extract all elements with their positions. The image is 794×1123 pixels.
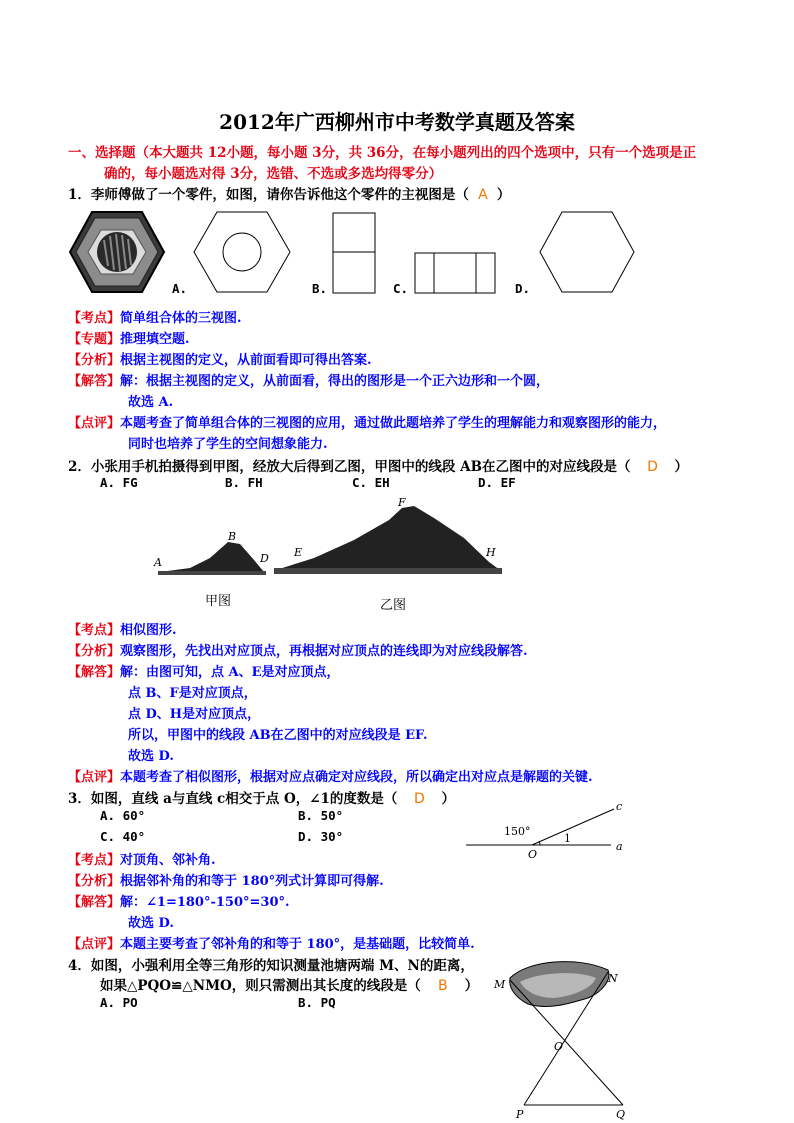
option-d-figure [538, 210, 636, 294]
q3-jieda-text: 解：∠1=180°-150°=30°. [120, 895, 290, 910]
q1-jieda-text: 解：根据主视图的定义，从前面看，得出的图形是一个正六边形和一个圆， [120, 374, 550, 389]
zhuanti-tag: 【专题】 [68, 332, 121, 347]
q1-kaodian-text: 简单组合体的三视图. [120, 311, 242, 326]
fenxi-tag: 【分析】 [68, 353, 121, 368]
q2-kaodian-text: 相似图形. [120, 623, 177, 638]
q1-stem: 1．李师傅做了一个零件，如图，请你告诉他这个零件的主视图是（ [68, 187, 469, 203]
page-title: 2012年广西柳州市中考数学真题及答案 [219, 110, 575, 134]
dianping-tag: 【点评】 [68, 770, 121, 785]
q3-stem-row [68, 787, 455, 807]
jieda-tag: 【解答】 [68, 665, 121, 680]
dianping-tag: 【点评】 [68, 937, 121, 952]
q1-stem-row [68, 183, 510, 203]
q3-jieda [68, 891, 290, 910]
kaodian-tag: 【考点】 [68, 623, 121, 638]
q2-dianping [68, 766, 593, 785]
q1-zhuanti [68, 328, 190, 347]
q1-option-d: D. [515, 281, 531, 296]
jieda-tag: 【解答】 [68, 374, 121, 389]
q1-dianping-line2: 同时也培养了学生的空间想象能力. [128, 437, 328, 452]
q4-option-b: B. PQ [298, 995, 336, 1010]
label-n: N [608, 972, 618, 985]
fig-label-f: F [398, 496, 406, 509]
dianping-tag: 【点评】 [68, 416, 121, 431]
caption-jia: 甲图 [205, 594, 232, 609]
label-150: 150° [504, 825, 531, 838]
pond-triangles-figure [488, 958, 638, 1120]
q1-dianping [68, 412, 666, 431]
q2-kaodian [68, 619, 177, 638]
hex-nut-figure [68, 210, 168, 294]
q3-close: ） [441, 791, 455, 807]
label-o: O [528, 848, 538, 861]
jieda-tag: 【解答】 [68, 895, 121, 910]
label-m: M [494, 978, 506, 991]
q3-fenxi [68, 870, 384, 889]
fig-label-b: B [228, 530, 237, 543]
q2-stem-row [68, 455, 688, 475]
fig-label-e: E [294, 546, 303, 559]
q3-kaodian-text: 对顶角、邻补角. [120, 853, 216, 868]
q1-jieda [68, 370, 549, 389]
q2-stem: 2．小张用手机拍摄得到甲图，经放大后得到乙图，甲图中的线段 AB在乙图中的对应线段是（ [68, 459, 631, 475]
q1-fenxi [68, 349, 372, 368]
q2-jieda-line4: 所以，甲图中的线段 AB在乙图中的对应线段是 EF. [128, 728, 428, 743]
q4-answer: B [437, 978, 448, 994]
option-c-figure [414, 252, 496, 294]
q2-jieda-line2: 点 B、F是对应顶点， [128, 686, 257, 701]
label-a: a [616, 840, 623, 853]
label-o: O [554, 1040, 564, 1053]
q2-fenxi-text: 观察图形，先找出对应顶点，再根据对应顶点的连线即为对应线段解答. [120, 644, 528, 659]
q3-option-c: C. 40° [100, 829, 146, 844]
label-p: P [516, 1108, 524, 1121]
q3-dianping [68, 933, 475, 952]
q4-stem-row [100, 974, 478, 994]
fig-label-a: A [154, 556, 162, 569]
q3-dianping-text: 本题主要考查了邻补角的和等于 180°，是基础题，比较简单. [120, 937, 475, 952]
label-q: Q [616, 1108, 626, 1121]
q3-kaodian [68, 849, 216, 868]
q1-fenxi-text: 根据主视图的定义，从前面看即可得出答案. [120, 353, 372, 368]
q2-jieda-text: 解：由图可知，点 A、E是对应顶点， [120, 665, 340, 680]
q1-dianping-text: 本题考查了简单组合体的三视图的应用，通过做此题培养了学生的理解能力和观察图形的能力， [120, 416, 667, 431]
q2-jieda-line3: 点 D、H是对应顶点， [128, 707, 261, 722]
fenxi-tag: 【分析】 [68, 874, 121, 889]
figure-yi-hill [274, 494, 504, 576]
fig-label-d: D [260, 552, 269, 565]
section-header-line1: 一、选择题（本大题共 12小题，每小题 3分，共 36分，在每小题列出的四个选项中，只有一个选项是正 [68, 145, 697, 161]
q2-close: ） [674, 459, 688, 475]
q4-stem-line1: 4．如图，小强利用全等三角形的知识测量池塘两端 M、N的距离， [68, 958, 474, 974]
q2-option-c: C. EH [352, 475, 390, 490]
section-header-line2: 确的，每小题选对得 3分，选错、不选或多选均得零分） [104, 166, 443, 182]
q3-answer: D [414, 791, 425, 807]
q4-close: ） [464, 978, 479, 994]
label-angle-1: 1 [564, 832, 571, 845]
q2-jieda [68, 661, 340, 680]
q4-option-a: A. PO [100, 995, 138, 1010]
fenxi-tag: 【分析】 [68, 644, 121, 659]
q1-option-a: A. [172, 281, 188, 296]
caption-yi: 乙图 [380, 598, 407, 613]
q1-answer: A [478, 187, 488, 203]
kaodian-tag: 【考点】 [68, 853, 121, 868]
q3-option-d: D. 30° [298, 829, 344, 844]
angle-figure [466, 800, 636, 862]
figure-jia-hill [150, 528, 270, 578]
q2-option-a: A. FG [100, 475, 138, 490]
q2-answer: D [647, 459, 658, 475]
q2-option-b: B. FH [225, 475, 263, 490]
q1-jieda-line2: 故选 A. [128, 395, 174, 410]
q2-jieda-line5: 故选 D. [128, 749, 174, 764]
q3-option-b: B. 50° [298, 808, 344, 823]
q1-option-b: B. [312, 281, 328, 296]
q3-jieda-line2: 故选 D. [128, 916, 174, 931]
label-c: c [616, 800, 623, 813]
option-b-figure [332, 212, 376, 294]
q1-option-c: C. [393, 281, 409, 296]
q2-fenxi [68, 640, 528, 659]
q2-dianping-text: 本题考查了相似图形，根据对应点确定对应线段，所以确定出对应点是解题的关键. [120, 770, 593, 785]
q1-close: ） [496, 187, 511, 203]
q4-stem: 如果△PQO≌△NMO，则只需测出其长度的线段是（ [100, 978, 421, 994]
fig-label-h: H [486, 546, 496, 559]
kaodian-tag: 【考点】 [68, 311, 121, 326]
q3-stem: 3．如图，直线 a与直线 c相交于点 O，∠1的度数是（ [68, 791, 398, 807]
q1-kaodian [68, 307, 242, 326]
q3-option-a: A. 60° [100, 808, 146, 823]
q2-option-d: D. EF [478, 475, 516, 490]
q1-zhuanti-text: 推理填空题. [120, 332, 190, 347]
option-a-figure [192, 210, 292, 294]
q3-fenxi-text: 根据邻补角的和等于 180°列式计算即可得解. [120, 874, 384, 889]
